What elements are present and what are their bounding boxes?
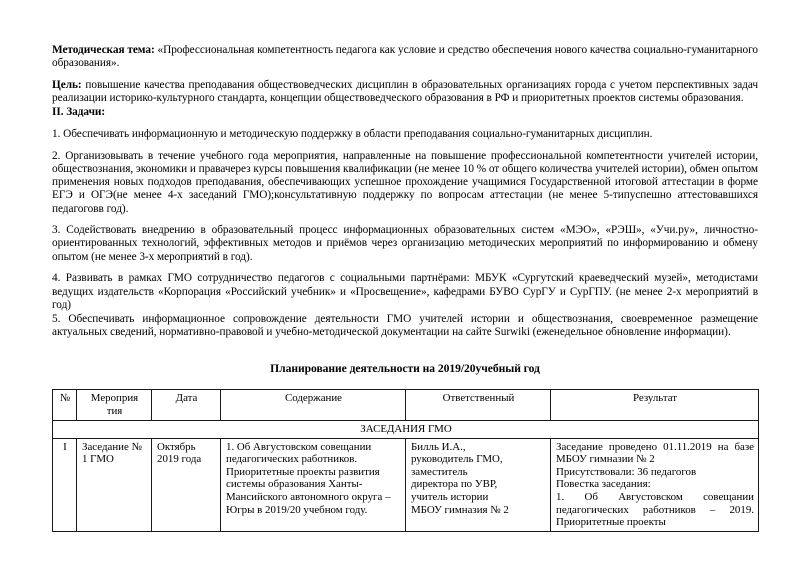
column-header-number: № [53, 390, 77, 420]
result-line: Заседание проведено 01.11.2019 на базе МБОУ гимназии № 2 [556, 440, 754, 466]
column-header-date: Дата [152, 390, 221, 420]
goal-text: повышение качества преподавания обществоведческих дисциплин в образовательных организациях города с учетом перспективных задач реализации историко-культурного стандарта, концепции обществоведческого образования в РФ и приоритетных проектов системы образования. [52, 78, 758, 105]
goal-label: Цель: [52, 78, 82, 91]
table-row [53, 438, 759, 531]
task-item-5: 5. Обеспечивать информационное сопровождение деятельности ГМО учителей истории и обществознания, своевременное размещение актуальных сведений, нормативно-правовой и учебно-методической документации на сайте Surwiki (еженедельное обновление информации). [52, 312, 758, 339]
tasks-heading: II. Задачи: [52, 106, 106, 119]
activity-plan-table [52, 389, 759, 531]
methodical-topic-paragraph [52, 44, 758, 70]
table-header-row [53, 390, 759, 420]
column-header-content: Содержание [221, 390, 406, 420]
column-header-event: Мероприя тия [77, 390, 152, 420]
responsible-line: руководитель ГМО, [411, 453, 503, 466]
responsible-line: директора по УВР, [411, 478, 498, 491]
result-line: 1. Об Августовском совещании педагогических работников – 2019. Приоритетные проекты [556, 490, 754, 529]
row-number: I [53, 438, 77, 531]
methodical-topic-label: Методическая тема: [52, 44, 155, 56]
responsible-line: МБОУ гимназия № 2 [411, 503, 509, 516]
row-result [551, 438, 759, 531]
goal-paragraph [52, 79, 758, 105]
row-content: 1. Об Августовском совещании педагогических работников. Приоритетные проекты развития системы образования Ханты-Мансийского автономного округа – Югры в 2019/20 учебном году. [221, 438, 406, 531]
row-date: Октябрь 2019 года [152, 438, 221, 531]
row-responsible [406, 438, 551, 531]
plan-title: Планирование деятельности на 2019/20учебный год [270, 362, 540, 376]
methodical-topic-text: «Профессиональная компетентность педагога как условие и средство обеспечения нового качества социально-гуманитарного образования». [52, 44, 758, 70]
document-body [52, 44, 758, 532]
task-item-3: 3. Содействовать внедрению в образовательный процесс информационных образовательных систем «МЭО», «РЭШ», «Учи.ру», личностно-ориентированных технологий, эффективных методов и приёмов через организацию методических мероприятий по информированию и обмену опытом (не менее 3-х мероприятий в год). [52, 224, 758, 263]
result-line: Повестка заседания: [556, 478, 651, 491]
result-line: Присутствовали: 36 педагогов [556, 465, 697, 478]
responsible-line: заместитель [411, 465, 468, 478]
task-item-4: 4. Развивать в рамках ГМО сотрудничество педагогов с социальными партнёрами: МБУК «Сургутский краеведческий музей», методистами ведущих издательств «Корпорация «Российский учебник» и «Просвещение», кафедрами БУВО СурГУ и СурГПУ. (не менее 2-х мероприятий в год) [52, 272, 758, 311]
responsible-line: учитель истории [411, 490, 489, 503]
responsible-line: Билль И.А., [411, 440, 466, 453]
task-item-1: 1. Обеспечивать информационную и методическую поддержку в области преподавания социально-гуманитарных дисциплин. [52, 128, 653, 141]
column-header-responsible: Ответственный [406, 390, 551, 420]
task-item-2: 2. Организовывать в течение учебного года мероприятия, направленные на повышение профессиональной компетентности учителей истории, обществознания, экономики и правачерез курсы повышения квалификации (не менее 10 % от общего количества учителей истории), обмен опытом применения новых подходов преподавания, обеспечивающих успешное прохождение учащимися Государственной итоговой аттестации в форме ЕГЭ и ОГЭ(не менее 4-х заседаний ГМО);консультативную поддержку по вопросам аттестации (не менее 5-типуспешно аттестовавшихся педагоговв год). [52, 149, 758, 215]
row-event: Заседание № 1 ГМО [77, 438, 152, 531]
section-band-label: ЗАСЕДАНИЯ ГМО [53, 420, 759, 438]
column-header-result: Результат [551, 390, 759, 420]
table-section-band-row [53, 420, 759, 438]
